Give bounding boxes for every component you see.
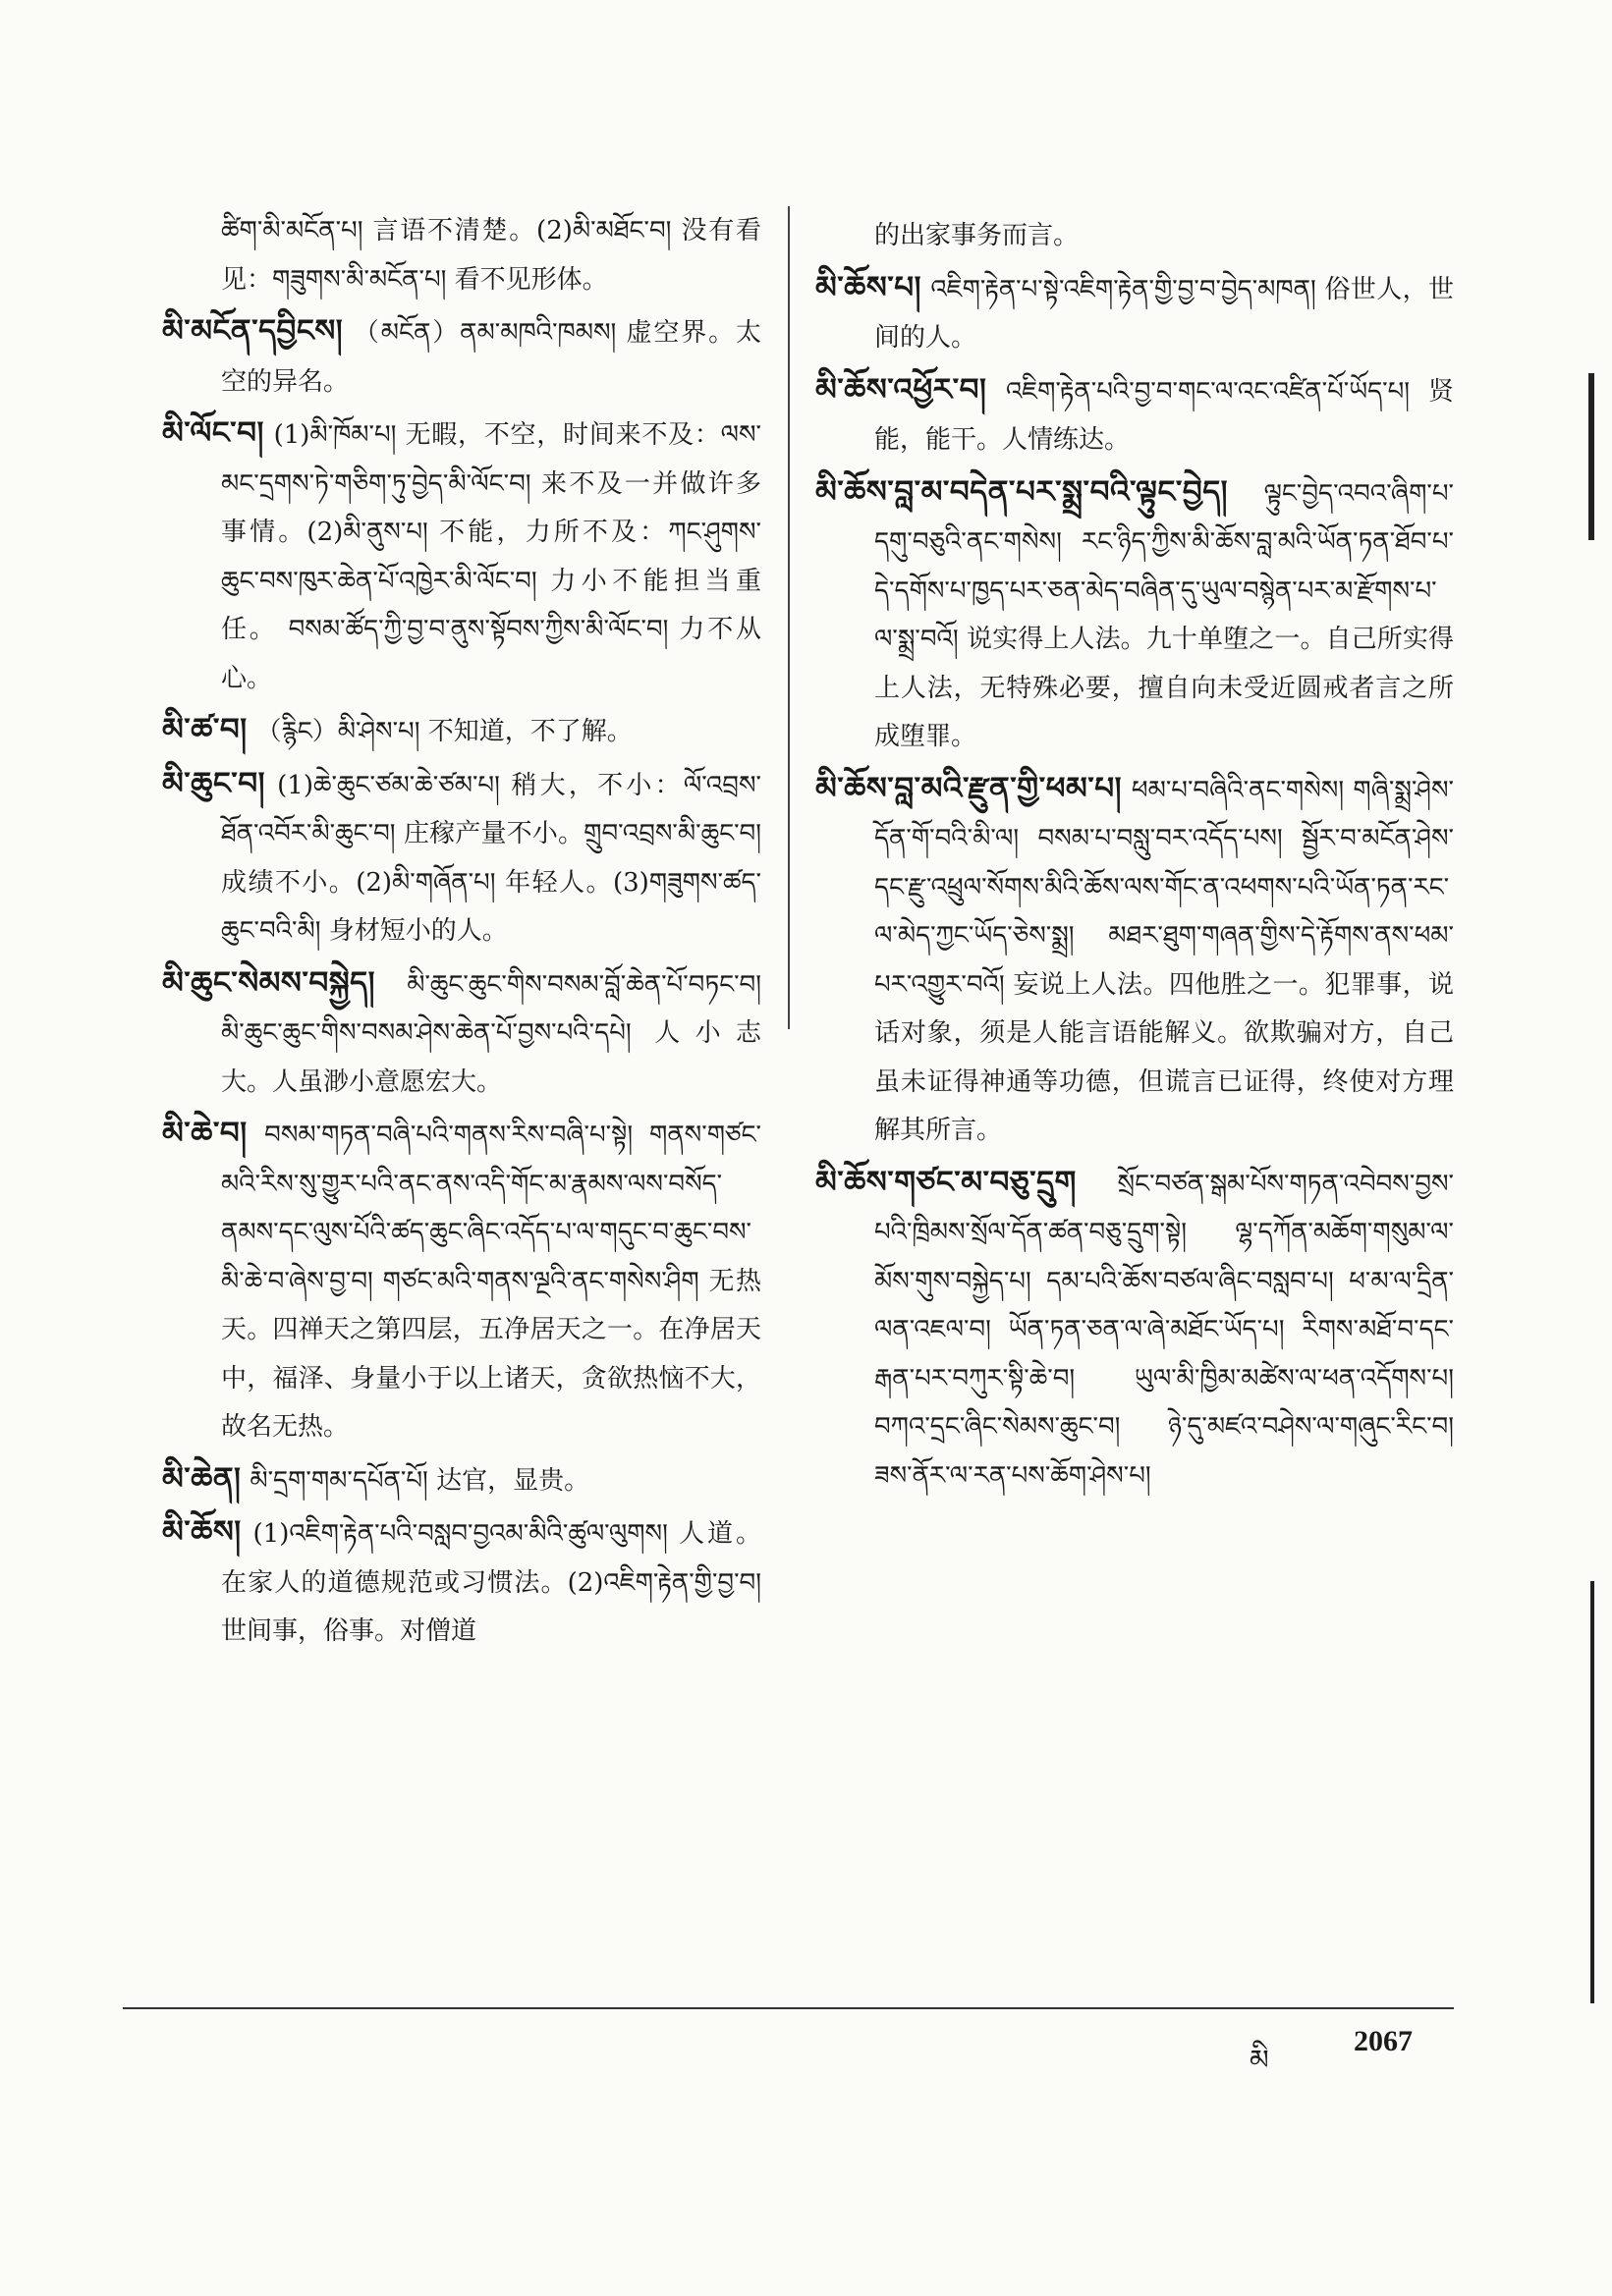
dictionary-entry	[162, 1508, 761, 1656]
entry-definition: མི་དྲག་གམ་དཔོན་པོ། 达官，显贵。	[250, 1465, 590, 1496]
edge-mark	[1590, 1581, 1594, 2003]
entry-continuation	[815, 211, 1454, 260]
entry-headword: མི་ཆུང་སེམས་བསྐྱེད།	[162, 964, 375, 1001]
edge-mark	[1588, 373, 1594, 540]
entry-definition: ཚིག་མི་མངོན་པ། 言语不清楚。(2)མི་མཐོང་བ། 没有看见：གཟུགས་མི་མངོན་པ། 看不见形体。	[221, 216, 761, 295]
footer-rule	[123, 2007, 1454, 2009]
right-column	[815, 211, 1454, 1972]
dictionary-entry	[815, 1159, 1454, 1501]
entry-definition: སྲོང་བཙན་སྒམ་པོས་གཏན་འབེབས་བྱས་པའི་ཁྲིམས་སྲོལ་དོན་ཚན་བཅུ་དྲུག་སྟེ། ལྷ་དཀོན་མཆོག་གསུམ་ལ་མོས་གུས་བསྐྱེད་པ། དམ་པའི་ཆོས་བཙལ་ཞིང་བསླབ་པ། ཕ་མ་ལ་དྲིན་ལན་འཇལ་བ། ཡོན་ཏན་ཅན་ལ་ཞེ་མཐོང་ཡོད་པ། རིགས་མཐོ་བ་དང་རྒན་པར་བཀུར་སྟི་ཆེ་བ། ཡུལ་མི་ཁྱིམ་མཚེས་ལ་ཕན་འདོགས་པ། བཀའ་དྲང་ཞིང་སེམས་ཆུང་བ། ཉེ་དུ་མཛའ་བཤེས་ལ་གཞུང་རིང་བ། ཟས་ནོར་ལ་རན་པས་ཆོག་ཤེས་པ།	[874, 1169, 1454, 1491]
entry-definition: ལྟུང་བྱེད་འབའ་ཞིག་པ་དགུ་བཅུའི་ནང་གསེས། རང་ཉིད་ཀྱིས་མི་ཆོས་བླ་མའི་ཡོན་ཏན་ཐོབ་པ་དེ་དགོས་པ་ཁྱད་པར་ཅན་མེད་བཞིན་དུ་ཡུལ་བསྙེན་པར་མ་རྫོགས་པ་ལ་སྨྲ་བའོ། 说实得上人法。九十单堕之一。自己所实得上人法，无特殊必要，擅自向未受近圆戒者言之所成堕罪。	[874, 478, 1454, 751]
page-number: 2067	[1354, 2025, 1413, 2057]
entry-headword: མི་ཆོས་བླ་མ་བདེན་པར་སྨྲ་བའི་ལྟུང་བྱེད།	[815, 473, 1229, 510]
entry-headword: མི་ཆོས་བླ་མའི་རྫུན་གྱི་ཕམ་པ།	[815, 770, 1122, 806]
entry-continuation	[162, 206, 761, 303]
entry-headword: མི་ཚ་བ།	[162, 712, 248, 747]
dictionary-entry	[162, 959, 761, 1107]
dictionary-entry	[162, 706, 761, 756]
dictionary-entry	[815, 366, 1454, 465]
entry-headword: མི་ཆོས་པ།	[815, 269, 922, 305]
entry-headword: མི་ཆོས་གཙང་མ་བཅུ་དྲུག	[815, 1164, 1077, 1200]
entry-headword: མི་ཆོས།	[162, 1514, 242, 1550]
dictionary-entry	[815, 765, 1454, 1155]
entry-definition: （མངོན）ནམ་མཁའི་ཁམས། 虚空界。太空的异名。	[221, 318, 762, 397]
page-header-letter: མི	[1250, 2044, 1269, 2076]
entry-headword: མི་ཆེན།	[162, 1460, 242, 1497]
dictionary-entry	[162, 1110, 761, 1451]
dictionary-entry	[162, 307, 761, 406]
entry-definition: 的出家事务而言。	[874, 221, 1080, 250]
entry-definition: (1)ཆེ་ཆུང་ཙམ་ཆེ་ཙམ་པ། 稍大，不小：ལོ་འབྲས་ཐོན་འབོར་མི་ཆུང་བ། 庄稼产量不小。གྲུབ་འབྲས་མི་ཆུང་བ། 成绩不小。(2)མི་གཞོན་པ། 年轻人。(3)གཟུགས་ཚད་ཆུང་བའི་མི། 身材短小的人。	[221, 770, 761, 946]
entry-headword: མི་མངོན་དབྱིངས།	[162, 313, 344, 349]
entry-headword: མི་ཆེ་བ།	[162, 1116, 248, 1151]
dictionary-entry	[162, 760, 761, 956]
dictionary-entry	[162, 410, 761, 702]
entry-definition: ཕམ་པ་བཞིའི་ནང་གསེས། གཞི་སྨྲ་ཤེས་དོན་གོ་བའི་མི་ལ། བསམ་པ་བསླུ་བར་འདོད་པས། སྦྱོར་བ་མངོན་ཤེས་དང་རྫུ་འཕྲུལ་སོགས་མིའི་ཆོས་ལས་གོང་ན་འཕགས་པའི་ཡོན་ཏན་རང་ལ་མེད་ཀྱང་ཡོད་ཅེས་སྨྲ། མཐར་ཐུག་གཞན་གྱིས་དེ་རྟོགས་ནས་ཕམ་པར་འགྱུར་བའོ། 妄说上人法。四他胜之一。犯罪事，说话对象，须是人能言语能解义。欲欺骗对方，自己虽未证得神通等功德，但谎言已证得，终使对方理解其所言。	[874, 775, 1454, 1145]
entry-definition: བསམ་གཏན་བཞི་པའི་གནས་རིས་བཞི་པ་སྟེ། གནས་གཙང་མའི་རིས་སུ་གྱུར་པའི་ནང་ནས་འདི་གོང་མ་རྣམས་ལས་བསོད་ནམས་དང་ལུས་པོའི་ཚད་ཆུང་ཞིང་འདོད་པ་ལ་གདུང་བ་ཆུང་བས་མི་ཆེ་བ་ཞེས་བྱ་བ། གཙང་མའི་གནས་ལྔའི་ནང་གསེས་ཤིག 无热天。四禅天之第四层，五净居天之一。在净居天中，福泽、身量小于以上诸天，贪欲热恼不大，故名无热。	[221, 1121, 761, 1442]
entry-definition: (1)མི་ཁོམ་པ། 无暇，不空，时间来不及：ལས་མང་དྲགས་ཏེ་གཅིག་ཏུ་བྱེད་མི་ལོང་བ། 来不及一并做许多事情。(2)མི་ནུས་པ། 不能，力所不及：ཀང་ཤུགས་ཆུང་བས་ཁུར་ཆེན་པོ་འཁྱེར་མི་ལོང་བ། 力小不能担当重任。 བསམ་ཚོད་ཀྱི་བྱ་བ་ནུས་སྟོབས་ཀྱིས་མི་ལོང་བ། 力不从心。	[221, 420, 761, 693]
entry-headword: མི་ལོང་བ།	[162, 415, 264, 451]
entry-definition: འཇིག་རྟེན་པ་སྟེ་འཇིག་རྟེན་གྱི་བྱ་བ་བྱེད་མཁན། 俗世人，世间的人。	[874, 274, 1454, 353]
entry-definition: མི་ཆུང་ཆུང་གིས་བསམ་བློ་ཆེན་པོ་བཏང་བ། མི་ཆུང་ཆུང་གིས་བསམ་ཤེས་ཆེན་པོ་བྱས་པའི་དཔེ། 人小志大。人虽渺小意愿宏大。	[221, 969, 761, 1097]
dictionary-entry	[815, 468, 1454, 761]
left-column	[162, 206, 761, 1972]
dictionary-entry	[162, 1455, 761, 1505]
entry-definition: (1)འཇིག་རྟེན་པའི་བསླབ་བྱའམ་མིའི་ཚུལ་ལུགས། 人道。在家人的道德规范或习惯法。(2)འཇིག་རྟེན་གྱི་བྱ་བ། 世间事，俗事。对僧道	[221, 1519, 761, 1646]
dictionary-entry	[815, 264, 1454, 362]
entry-definition: （རྙིང）མི་ཤེས་པ། 不知道，不了解。	[255, 717, 633, 746]
entry-headword: མི་ཆུང་བ།	[162, 765, 265, 801]
column-divider	[788, 206, 790, 1029]
entry-headword: མི་ཆོས་འཕྱོར་བ།	[815, 371, 987, 408]
entry-definition: འཇིག་རྟེན་པའི་བྱ་བ་གང་ལ་འང་འཛིན་པོ་ཡོད་པ། 贤能，能干。人情练达。	[874, 376, 1454, 455]
